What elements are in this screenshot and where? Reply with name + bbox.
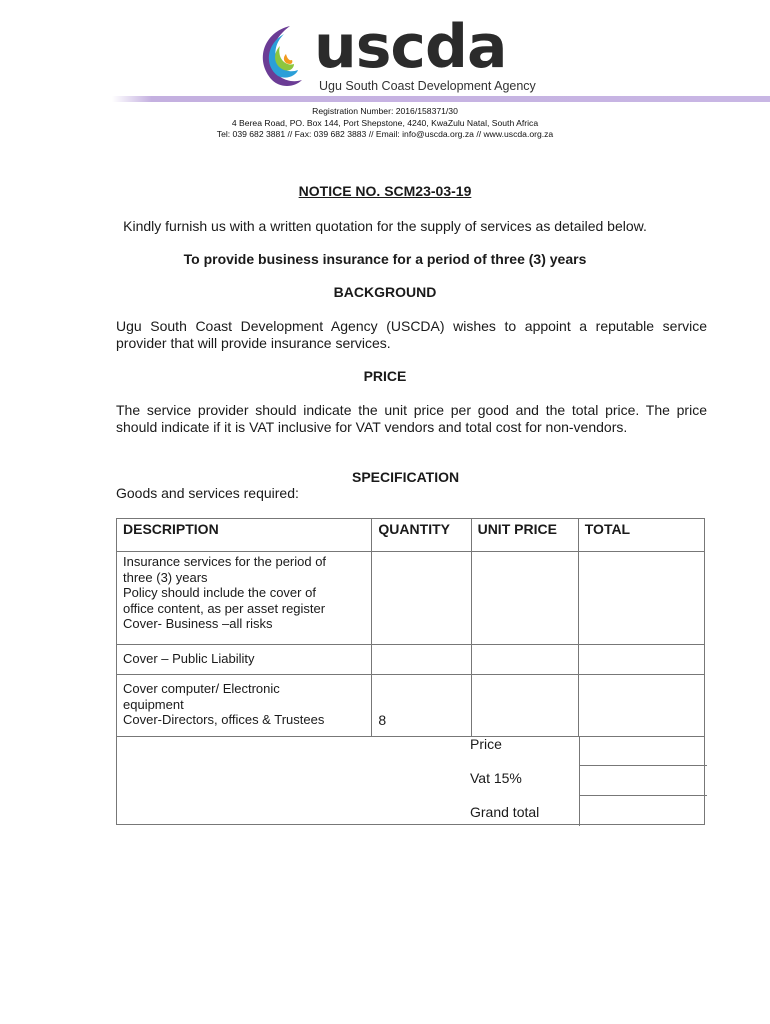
background-text: Ugu South Coast Development Agency (USCDA) wishes to appoint a reputable service provider that will provide insurance services. [116, 318, 707, 351]
grand-total-label: Grand total [470, 804, 540, 820]
specification-heading: SPECIFICATION [352, 469, 460, 485]
vat-total-label: Vat 15% [470, 770, 522, 786]
description-line: Insurance services for the period of [123, 554, 327, 569]
description-line: office content, as per asset register [123, 600, 326, 616]
price-heading: PRICE [363, 368, 407, 384]
description-line: Cover – Public Liability [123, 651, 255, 666]
logo-wordmark: uscda [314, 12, 507, 82]
quantity-cell [372, 552, 471, 645]
description-line: Cover computer/ Electronic [123, 681, 280, 696]
description-line: Cover- Business –all risks [123, 616, 273, 631]
postal-address: 4 Berea Road, PO. Box 144, Port Shepstone, 4240, KwaZulu Natal, South Africa [231, 117, 539, 128]
description-cell [117, 675, 372, 737]
totals-cell [117, 737, 705, 825]
unit-price-cell [471, 675, 578, 737]
header-total: TOTAL [578, 519, 704, 552]
grand-total-value-box [579, 795, 707, 826]
logo-subtitle: Ugu South Coast Development Agency [319, 79, 536, 93]
header-quantity: QUANTITY [372, 519, 471, 552]
registration-number: Registration Number: 2016/158371/30 [312, 106, 458, 116]
header-description: DESCRIPTION [117, 519, 372, 552]
description-line: three (3) years [123, 569, 208, 585]
background-heading: BACKGROUND [333, 284, 437, 300]
unit-price-cell [471, 552, 578, 645]
uscda-logo-icon [250, 22, 312, 96]
table-row [117, 552, 705, 645]
notice-number: NOTICE NO. SCM23-03-19 [298, 183, 472, 199]
table-row [117, 645, 705, 675]
notice-subject: To provide business insurance for a period of three (3) years [183, 251, 587, 267]
unit-price-cell [471, 645, 578, 675]
total-cell [578, 675, 704, 737]
totals-row [117, 737, 705, 825]
description-cell [117, 552, 372, 645]
description-line: Cover-Directors, offices & Trustees [123, 712, 325, 727]
vat-total-value-box [579, 765, 707, 796]
contact-details: Tel: 039 682 3881 // Fax: 039 682 3883 // Email: info@uscda.org.za // www.uscda.org.za [216, 129, 554, 139]
description-line: Policy should include the cover of [123, 585, 316, 600]
specification-table [116, 518, 705, 825]
header-divider-bar [112, 96, 770, 102]
notice-intro: Kindly furnish us with a written quotation for the supply of services as detailed below. [123, 218, 647, 234]
description-line: equipment [123, 696, 184, 712]
quantity-cell [372, 675, 471, 737]
quantity-cell [372, 645, 471, 675]
price-total-value-box [579, 737, 707, 765]
total-cell [578, 645, 704, 675]
header-unit-price: UNIT PRICE [471, 519, 578, 552]
price-total-label: Price [470, 736, 502, 752]
registration-block [0, 106, 770, 141]
total-cell [578, 552, 704, 645]
table-row [117, 675, 705, 737]
quantity-value: 8 [378, 711, 387, 728]
description-cell [117, 645, 372, 675]
table-header-row [117, 519, 705, 552]
price-text: The service provider should indicate the unit price per good and the total price. The price should indicate if it is VAT inclusive for VAT vendors and total cost for non-vendors. [116, 402, 707, 435]
goods-label: Goods and services required: [116, 485, 299, 501]
